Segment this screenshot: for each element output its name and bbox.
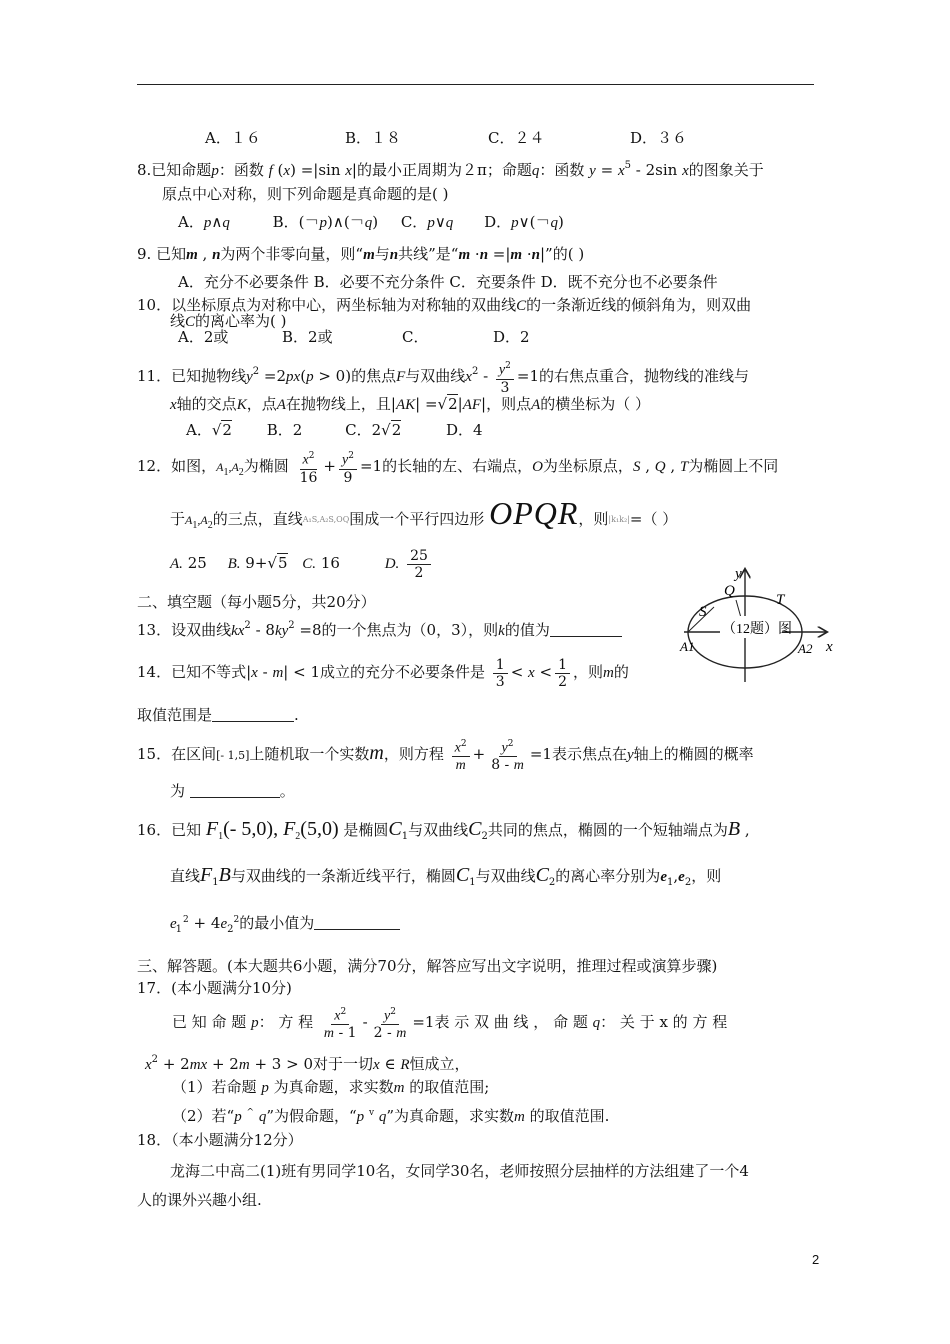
q12-line1: 12．如图，$A_1,A_2$为椭圆 $\frac{x^2}{16}$ + $\frac{y^2}{9}$ =1的长轴的左、右端点，O为坐标原点，S , Q , T为椭圆上不同: [137, 448, 778, 491]
q15-line2: 为 。: [170, 782, 295, 800]
figure-label-s: S: [699, 604, 707, 620]
q13: 13．设双曲线$kx^2 - 8ky^2 =8$的一个焦点为（0，3），则k的值为: [137, 616, 622, 641]
q18-title: 18．（本小题满分12分）: [137, 1131, 303, 1149]
q16-line2: 直线$F_1B$与双曲线的一条渐近线平行，椭圆$C_1$与双曲线$C_2$的离心率分别为$e_1,e_2$，则: [170, 864, 722, 888]
figure-caption: （12题）图: [722, 622, 792, 637]
page-number: 2: [812, 1252, 820, 1267]
q10-option-a: A．2或: [178, 328, 229, 346]
q7-option-a: A．１６: [205, 129, 261, 147]
q18-line2: 人的课外兴趣小组.: [137, 1191, 262, 1209]
ellipse-figure: [676, 560, 846, 688]
q14-answer-blank[interactable]: [212, 707, 294, 722]
q7-option-d: D．３６: [630, 129, 688, 147]
q12-options: A. 25 B. 9+√5 C. 16 D. $\frac{25}{2}$: [170, 545, 434, 582]
figure-label-x: x: [826, 639, 833, 655]
q16-line1: 16．已知 $F_1(-$ 5,0), $F_2(5,0)$ 是椭圆$C_1$与双曲线$C_2$共同的焦点，椭圆的一个短轴端点为B ,: [137, 818, 750, 842]
parallelogram-label: OPQR: [489, 495, 579, 531]
q10-line1: 10．以坐标原点为对称中心，两坐标轴为对称轴的双曲线C的一条渐近线的倾斜角为，则双曲: [137, 296, 752, 314]
figure-label-t: T: [776, 592, 785, 608]
q10-option-c: C．: [402, 328, 429, 346]
q14-line2: 取值范围是 .: [137, 706, 299, 724]
q17-line1: 已 知 命 题 p： 方 程 $\frac{x^2}{m - 1}$ - $\frac{y^2}{2 - m}$ =1表 示 双 曲 线 ， 命 题 q： 关 于 x 的 方 程: [172, 1003, 727, 1042]
q17-line2: $x^2 + 2mx + 2m + 3 > 0$对于一切x ∈ R恒成立，: [145, 1054, 470, 1073]
q9-line1: 9. 已知m , n为两个非零向量，则“m与n共线”是“m ·n =|m ·n|”的( ): [137, 245, 585, 263]
section-3-heading: 三、解答题。(本大题共6小题，满分70分，解答应写出文字说明，推理过程或演算步骤): [137, 957, 718, 975]
q16-answer-blank[interactable]: [314, 915, 400, 930]
figure-label-a2: A2: [798, 641, 813, 656]
q8-line1: 8.已知命题p：函数 f (x) =|sin x|的最小正周期为２π；命题q：函数 $y = x^5 - 2\sin$ x的图象关于: [137, 160, 764, 179]
q18-line1: 龙海二中高二(1)班有男同学10名，女同学30名，老师按照分层抽样的方法组建了一个4: [170, 1162, 749, 1180]
q8-options: A．p∧q B．(￢p)∧(￢q) C．p∨q D．p∨(￢q): [178, 213, 564, 231]
q7-option-c: C．２４: [488, 129, 545, 147]
q8-line2: 原点中心对称，则下列命题是真命题的是( ): [162, 185, 449, 203]
q17-title: 17．(本小题满分10分): [137, 979, 292, 997]
q12-line2: 于$A_1,A_2$的三点，直线A₁S,A₂S,OQ围成一个平行四边形 OPQR，则|k₁k₂|=（ ）: [170, 495, 678, 531]
q10-option-b: B．2或: [282, 328, 333, 346]
figure-label-q: Q: [724, 583, 735, 599]
q9-options: A．充分不必要条件 B．必要不充分条件 C．充要条件 D．既不充分也不必要条件: [178, 273, 718, 291]
q17-part2: （2）若“p ^ q”为假命题，“p $^v$ q”为真命题，求实数m 的取值范围.: [172, 1107, 610, 1125]
q17-part1: （1）若命题 p 为真命题，求实数m 的取值范围;: [172, 1078, 490, 1096]
section-2-heading: 二、填空题（每小题5分，共20分）: [137, 593, 376, 611]
q16-line3: $e_1^2 + 4e_2^2$的最小值为: [170, 910, 400, 940]
q7-option-b: B．１８: [345, 129, 402, 147]
q14-line1: 14．已知不等式|x - m| < 1成立的充分不必要条件是 $\frac{1}{3}$ < x < $\frac{1}{2}$ ，则m的: [137, 656, 629, 690]
q13-answer-blank[interactable]: [550, 622, 622, 637]
q11-options: A．√2 B．2 C．2√2 D．4: [186, 421, 483, 439]
q15-line1: 15．在区间[- 1,5]上随机取一个实数m，则方程 $\frac{x^2}{m}$ + $\frac{y^2}{8 - m}$ =1表示焦点在y轴上的椭圆的概率: [137, 735, 754, 774]
figure-label-a1: A1: [680, 639, 695, 654]
q15-answer-blank[interactable]: [190, 783, 280, 798]
figure-label-y: y: [735, 566, 742, 582]
q11-line2: x轴的交点K，点A在抛物线上，且|AK| =√2|AF|，则点A的横坐标为（ ）: [170, 395, 651, 413]
q10-line2: 线C的离心率为( ): [170, 312, 287, 330]
header-rule: [137, 84, 814, 85]
q10-option-d: D．2: [493, 328, 530, 346]
q11-line1: 11．已知抛物线$y^2 =2px(p > 0)$的焦点F与双曲线$x^2$ - $\frac{y^2}{3}$ =1的右焦点重合，抛物线的准线与: [137, 355, 749, 396]
